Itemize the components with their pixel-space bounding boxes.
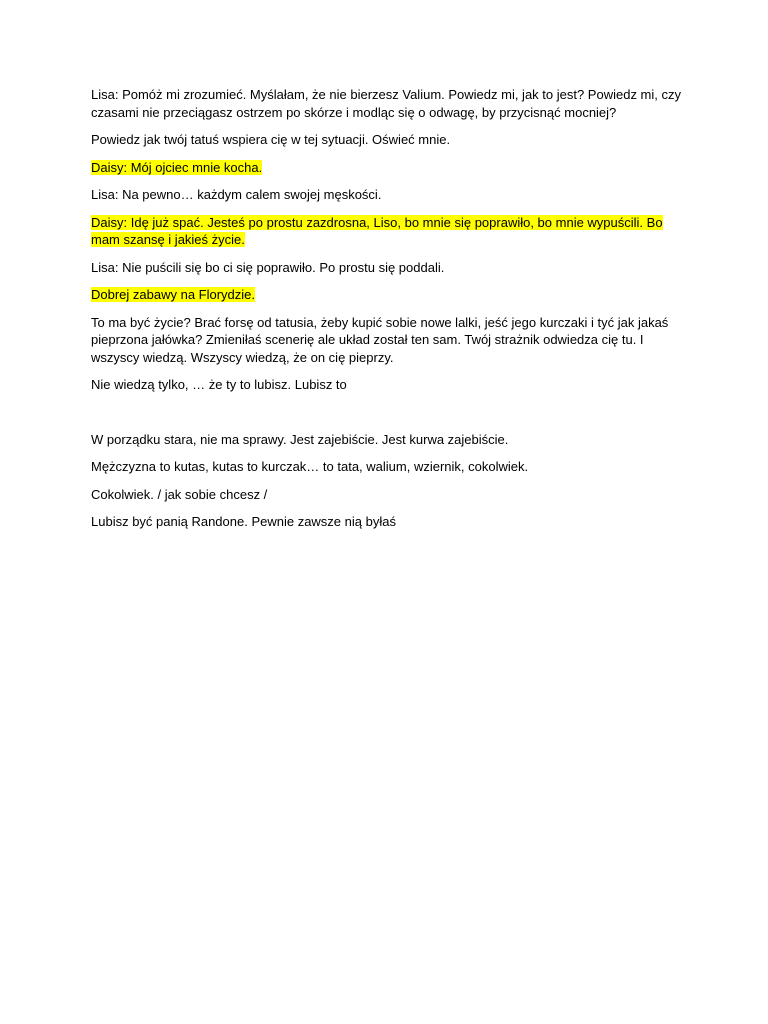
paragraph-7-highlighted: Dobrej zabawy na Florydzie.	[91, 287, 256, 302]
paragraph-5-highlighted: Daisy: Idę już spać. Jesteś po prostu zazdrosna, Liso, bo mnie się poprawiło, bo mnie wypuścili. Bo mam szansę i jakieś życie.	[91, 214, 663, 247]
paragraph-13: Lubisz być panią Randone. Pewnie zawsze nią byłaś	[91, 514, 396, 529]
paragraph-1: Lisa: Pomóż mi zrozumieć. Myślałam, że nie bierzesz Valium. Powiedz mi, jak to jest? Powiedz mi, czy czasami nie przeciągasz ostrzem po skórze i modląc się o odwagę, by przycisnąć mocniej?	[91, 87, 682, 120]
paragraph-2: Powiedz jak twój tatuś wspiera cię w tej sytuacji. Oświeć mnie.	[91, 132, 451, 147]
paragraph-10: W porządku stara, nie ma sprawy. Jest zajebiście. Jest kurwa zajebiście.	[91, 431, 509, 447]
document-body	[91, 86, 681, 541]
paragraph-4: Lisa: Na pewno… każdym calem swojej męskości.	[91, 187, 382, 202]
paragraph-12: Cokolwiek. / jak sobie chcesz /	[91, 486, 268, 502]
paragraph-3-highlighted: Daisy: Mój ojciec mnie kocha.	[91, 159, 263, 175]
blank-line	[91, 404, 681, 431]
paragraph-6: Lisa: Nie puścili się bo ci się poprawiło. Po prostu się poddali.	[91, 259, 445, 275]
paragraph-9: Nie wiedzą tylko, … że ty to lubisz. Lubisz to	[91, 377, 347, 392]
paragraph-11: Mężczyzna to kutas, kutas to kurczak… to tata, walium, wziernik, cokolwiek.	[91, 459, 529, 474]
paragraph-8: To ma być życie? Brać forsę od tatusia, żeby kupić sobie nowe lalki, jeść jego kurczaki i tyć jak jakaś pieprzona jałówka? Zmieniłaś scenerię ale układ został ten sam. Twój strażnik odwiedza cię tu. I wszyscy wiedzą. Wszyscy wiedzą, że on cię pieprzy.	[91, 314, 669, 365]
